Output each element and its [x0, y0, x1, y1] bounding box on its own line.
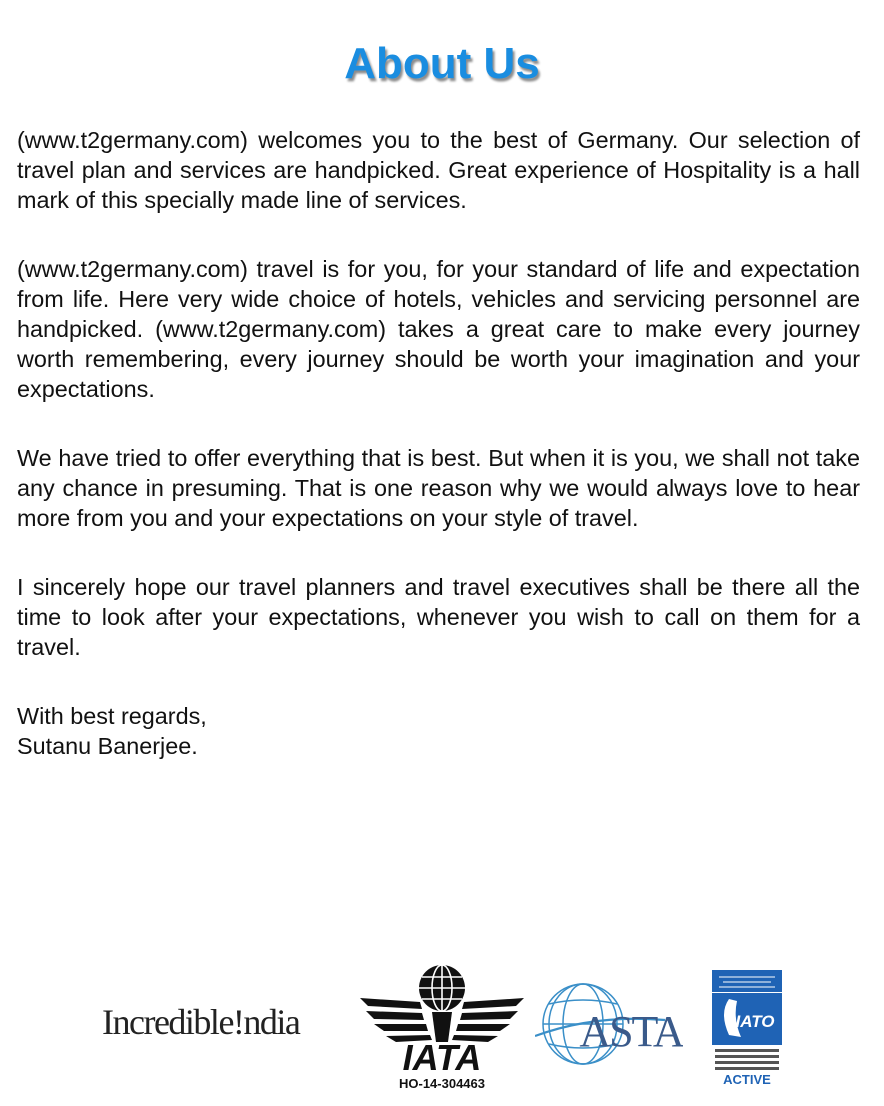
iato-badge-icon [711, 969, 783, 1087]
about-content [17, 125, 860, 761]
iata-emblem-icon [358, 962, 526, 1092]
paragraph-3: We have tried to offer everything that is best. But when it is you, we shall not take any chance in presuming. That is one reason why we would always love to hear more from you and your expectations on your style of travel. [17, 445, 860, 531]
signature-name: Sutanu Banerjee. [17, 733, 198, 759]
paragraph-2: (www.t2germany.com) travel is for you, for your standard of life and expectation from life. Here very wide choice of hotels, vehicles and servicing personnel are handpicked. (www.t2germany.com) takes a great care to make every journey worth remembering, every journey should be worth your imagination and your expectations. [17, 256, 860, 402]
incredible-india-logo [102, 1002, 347, 1042]
closing-line: With best regards, [17, 703, 207, 729]
iato-logo [711, 969, 783, 1087]
iata-wordmark: IATA [402, 1037, 482, 1078]
asta-wordmark: ASTA [579, 1007, 683, 1056]
iata-code: HO-14-304463 [399, 1076, 485, 1091]
paragraph-1: (www.t2germany.com) welcomes you to the best of Germany. Our selection of travel plan and services are handpicked. Great experience of Hospitality is a hall mark of this specially made line of services. [17, 127, 860, 213]
asta-globe-icon [535, 974, 683, 1074]
iato-wordmark: IATO [735, 1012, 775, 1031]
page-title: About Us [344, 39, 540, 88]
affiliation-logos [100, 962, 790, 1097]
iato-status: ACTIVE [723, 1072, 771, 1087]
iata-logo [358, 962, 526, 1092]
asta-logo [535, 974, 683, 1074]
incredible-india-text: Incredible!ndia [102, 1002, 300, 1042]
paragraph-4: I sincerely hope our travel planners and travel executives shall be there all the time to look after your expectations, whenever you wish to call on them for a travel. [17, 574, 860, 660]
